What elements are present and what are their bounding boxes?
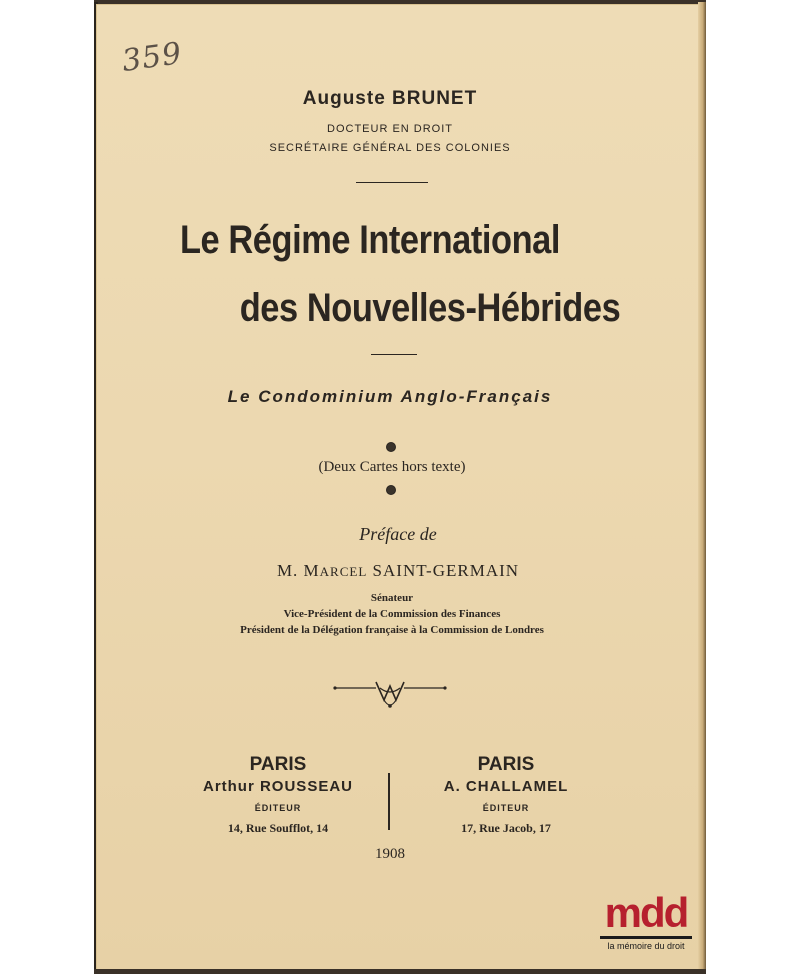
- divider-rule-middle: [371, 354, 417, 355]
- subtitle: Le Condominium Anglo-Français: [227, 387, 553, 406]
- watermark-logo-rule: [600, 936, 692, 939]
- preface-label: Préface de: [359, 524, 437, 544]
- cover-edge-right: [698, 2, 706, 974]
- publication-year: 1908: [375, 846, 405, 862]
- author-name: Auguste BRUNET: [302, 88, 478, 109]
- publisher-left-city: PARIS: [249, 754, 307, 775]
- publisher-right-role: ÉDITEUR: [482, 803, 530, 813]
- author-credential-1: DOCTEUR EN DROIT: [327, 123, 453, 135]
- printer-ornament: [332, 676, 448, 712]
- handwritten-number: 359: [119, 35, 185, 80]
- preface-role-2: Vice-Président de la Commission des Finances: [283, 608, 501, 620]
- bullet-ornament-bottom: [386, 485, 396, 495]
- preface-author-prefix: M. M: [276, 561, 320, 580]
- publisher-right-name: A. CHALLAMEL: [443, 778, 569, 795]
- preface-role-1: Sénateur: [370, 592, 414, 604]
- watermark-logo-text: mdd: [604, 889, 688, 936]
- maps-note: (Deux Cartes hors texte): [318, 459, 466, 475]
- publisher-left-role: ÉDITEUR: [254, 803, 302, 813]
- title-line-2: des Nouvelles-Hébrides: [239, 286, 621, 330]
- publisher-left-name: Arthur ROUSSEAU: [202, 778, 353, 795]
- preface-role-3: Président de la Délégation française à la Commission de Londres: [240, 624, 544, 636]
- publisher-left-address: 14, Rue Soufflot, 14: [227, 821, 329, 835]
- publisher-right: [406, 754, 606, 836]
- preface-author-smallcaps: ARCEL: [319, 564, 368, 579]
- preface-author: [148, 561, 648, 581]
- preface-author-last: SAINT-GERMAIN: [367, 561, 520, 580]
- bullet-ornament-top: [386, 442, 396, 452]
- publisher-right-address: 17, Rue Jacob, 17: [461, 821, 551, 835]
- cover-edge-bottom: [94, 969, 706, 974]
- author-credential-2: SECRÉTAIRE GÉNÉRAL DES COLONIES: [269, 142, 511, 154]
- watermark-caption: la mémoire du droit: [607, 941, 685, 951]
- publisher-left: [178, 754, 378, 836]
- title-line-1: Le Régime International: [179, 218, 561, 262]
- publisher-right-city: PARIS: [477, 754, 535, 775]
- divider-rule-top: [356, 182, 428, 183]
- publisher-divider: [388, 773, 390, 830]
- watermark-logo: [596, 889, 696, 953]
